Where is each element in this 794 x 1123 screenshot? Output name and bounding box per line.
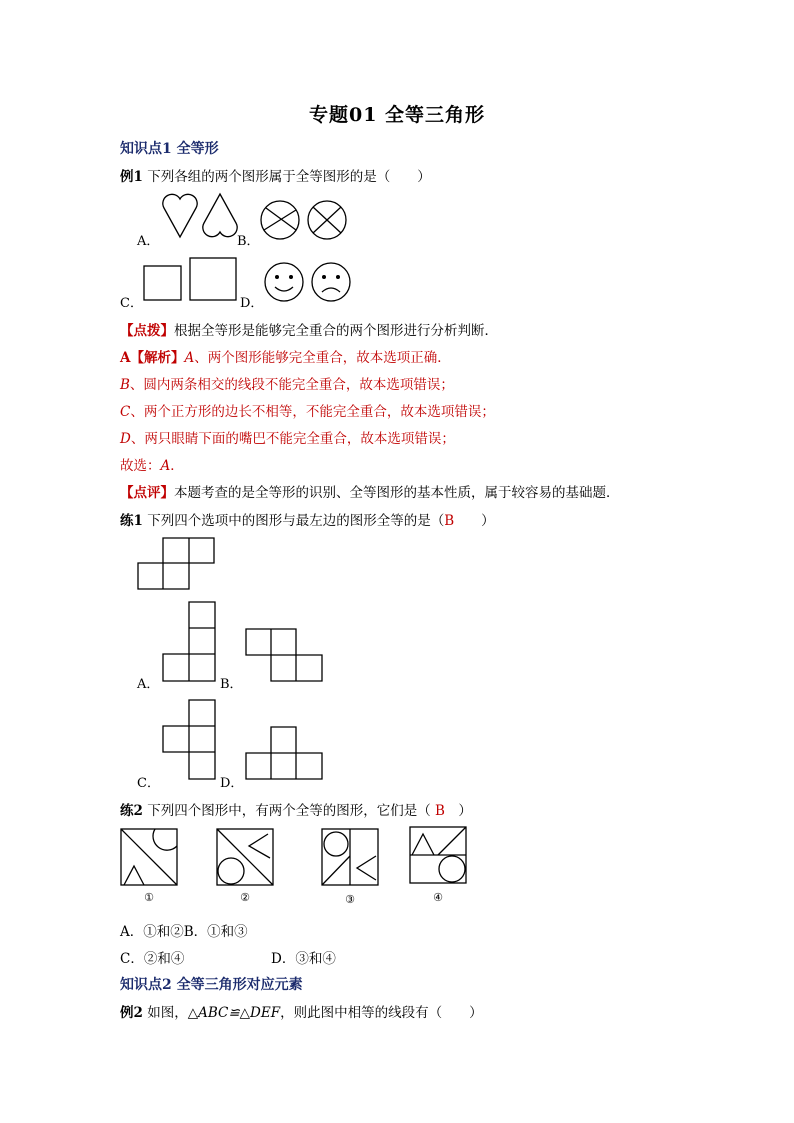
pr2-choice-a: A．①和②: [120, 924, 184, 940]
ex1-option-b: B．: [237, 234, 260, 249]
pr2-figure-1: [120, 828, 180, 888]
practice-1-question: 练1 下列四个选项中的图形与最左边的图形全等的是（B ）: [120, 513, 495, 529]
knowledge-point-2-heading: 知识点2 全等三角形对应元素: [120, 977, 303, 993]
page-title: 专题01 全等三角形: [308, 104, 486, 126]
hint-tag: 【点拨】: [120, 323, 174, 339]
ex1-analysis-b: B、圆内两条相交的线段不能完全重合，故本选项错误；: [120, 377, 454, 393]
heart-shape-2: [203, 194, 237, 237]
heart-figure-a: [160, 190, 240, 245]
heart-shape-1: [163, 194, 197, 237]
ex1-option-a: A．: [137, 234, 160, 249]
pr2-number-1: ①: [144, 891, 154, 904]
knowledge-point-1-heading: 知识点1 全等形: [120, 141, 219, 157]
congruence-expression: △ABC≌△DEF: [187, 1005, 281, 1021]
pr2-choice-b: B．①和③: [183, 924, 248, 940]
ex1-analysis-c: C、两个正方形的边长不相等，不能完全重合，故本选项错误；: [120, 404, 495, 420]
ex1-option-c: C．: [120, 296, 143, 311]
comment-tag: 【点评】: [120, 485, 174, 501]
example-1-label: 例1: [120, 169, 143, 185]
circle-cross-figure-b: [260, 200, 360, 242]
pr2-figure-4: [409, 826, 469, 886]
pr1-figure-a: [162, 601, 218, 683]
pr1-figure-d: [245, 726, 325, 782]
reference-grid-figure: [137, 537, 217, 591]
comment-text: 本题考查的是全等形的识别、全等图形的基本性质，属于较容易的基础题．: [174, 485, 620, 501]
squares-figure-c: [143, 258, 243, 304]
smiley-figure-d: [264, 262, 354, 304]
practice-2-answer: B: [435, 803, 445, 819]
ex1-comment: [120, 481, 620, 501]
ex1-analysis-a: A【解析】A、两个图形能够完全重合，故本选项正确．: [120, 350, 451, 366]
pr1-figure-b: [245, 628, 325, 684]
pr2-choices-row-1: [120, 920, 248, 940]
ex1-option-d: D．: [240, 296, 264, 311]
pr1-option-a: A．: [137, 677, 160, 692]
pr1-option-c: C．: [137, 776, 160, 791]
analysis-tag: A【解析】: [120, 350, 185, 366]
ex1-analysis-d: D、两只眼睛下面的嘴巴不能完全重合，故本选项错误；: [120, 431, 455, 447]
pr1-option-b: B．: [220, 677, 243, 692]
pr2-choice-d: D．③和④: [271, 951, 336, 967]
example-2-question: 例2 如图，△ABC≌△DEF，则此图中相等的线段有（ ）: [120, 1005, 483, 1021]
pr1-figure-c: [162, 699, 218, 781]
pr2-figure-2: [216, 828, 276, 888]
pr2-number-3: ③: [345, 893, 355, 906]
example-1-text: 下列各组的两个图形属于全等图形的是（ ）: [147, 169, 431, 185]
pr2-number-2: ②: [240, 891, 250, 904]
ex1-hint: [120, 319, 498, 339]
pr2-choice-c: C．②和④: [120, 951, 185, 967]
example-1-question: [120, 165, 431, 185]
ex1-choose: 故选：A．: [120, 458, 184, 474]
pr2-figure-3: [321, 828, 381, 888]
pr2-number-4: ④: [433, 891, 443, 904]
pr1-option-d: D．: [220, 776, 244, 791]
hint-text: 根据全等形是能够完全重合的两个图形进行分析判断．: [174, 323, 498, 339]
practice-1-answer: B: [444, 513, 455, 529]
practice-2-question: 练2 下列四个图形中，有两个全等的图形，它们是（ B ）: [120, 803, 472, 819]
